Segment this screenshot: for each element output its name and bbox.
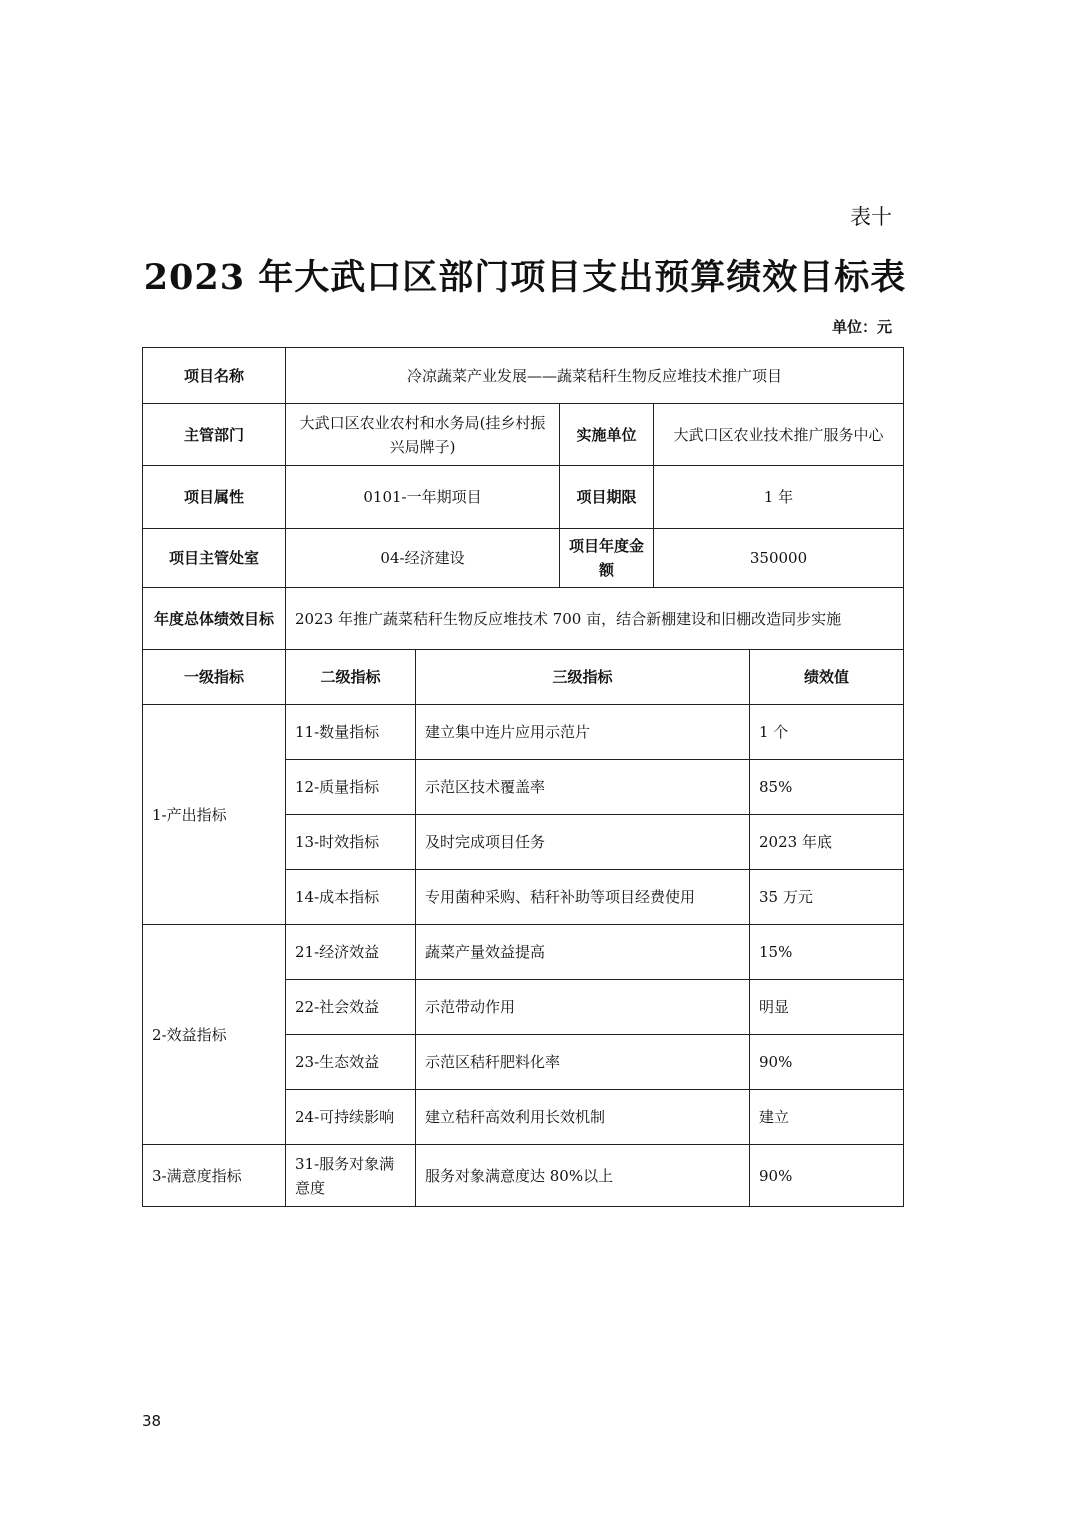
attribute-row <box>143 466 904 529</box>
level1-header: 一级指标 <box>143 650 286 705</box>
value-cell: 2023 年底 <box>750 815 904 870</box>
project-name-row <box>143 348 904 404</box>
project-name-value: 冷凉蔬菜产业发展——蔬菜秸秆生物反应堆技术推广项目 <box>286 348 904 404</box>
benefit-indicator-group: 2-效益指标 <box>143 925 286 1145</box>
annual-amount-value: 350000 <box>654 529 904 588</box>
value-cell: 90% <box>750 1145 904 1207</box>
level2-cell: 14-成本指标 <box>286 870 416 925</box>
level2-cell: 12-质量指标 <box>286 760 416 815</box>
level2-cell: 21-经济效益 <box>286 925 416 980</box>
table-row <box>143 705 904 760</box>
level2-cell: 24-可持续影响 <box>286 1090 416 1145</box>
project-attribute-value: 0101-一年期项目 <box>286 466 560 529</box>
value-cell: 1 个 <box>750 705 904 760</box>
overall-goal-value: 2023 年推广蔬菜秸秆生物反应堆技术 700 亩，结合新棚建设和旧棚改造同步实施 <box>286 588 904 650</box>
unit-label: 单位：元 <box>831 318 892 336</box>
level3-cell: 示范区秸秆肥料化率 <box>416 1035 750 1090</box>
level3-header: 三级指标 <box>416 650 750 705</box>
performance-target-table <box>142 347 904 1207</box>
overall-goal-label: 年度总体绩效目标 <box>143 588 286 650</box>
annual-amount-label: 项目年度金额 <box>560 529 654 588</box>
level3-cell: 及时完成项目任务 <box>416 815 750 870</box>
level2-header: 二级指标 <box>286 650 416 705</box>
level3-cell: 蔬菜产量效益提高 <box>416 925 750 980</box>
project-term-value: 1 年 <box>654 466 904 529</box>
managing-office-label: 项目主管处室 <box>143 529 286 588</box>
value-cell: 15% <box>750 925 904 980</box>
value-cell: 35 万元 <box>750 870 904 925</box>
department-value: 大武口区农业农村和水务局(挂乡村振兴局牌子) <box>286 404 560 466</box>
project-attribute-label: 项目属性 <box>143 466 286 529</box>
page-title: 2023 年大武口区部门项目支出预算绩效目标表 <box>143 257 907 298</box>
level2-cell: 31-服务对象满意度 <box>286 1145 416 1207</box>
satisfaction-indicator-group: 3-满意度指标 <box>143 1145 286 1207</box>
overall-goal-row <box>143 588 904 650</box>
level2-cell: 11-数量指标 <box>286 705 416 760</box>
indicator-header-row <box>143 650 904 705</box>
implementing-unit-label: 实施单位 <box>560 404 654 466</box>
value-cell: 90% <box>750 1035 904 1090</box>
value-header: 绩效值 <box>750 650 904 705</box>
table-row <box>143 1145 904 1207</box>
level2-cell: 23-生态效益 <box>286 1035 416 1090</box>
level3-cell: 示范带动作用 <box>416 980 750 1035</box>
level3-cell: 示范区技术覆盖率 <box>416 760 750 815</box>
page-number: 38 <box>142 1412 162 1430</box>
office-row <box>143 529 904 588</box>
department-label: 主管部门 <box>143 404 286 466</box>
table-number-label: 表十 <box>850 205 892 229</box>
table-row <box>143 925 904 980</box>
level2-cell: 22-社会效益 <box>286 980 416 1035</box>
level2-cell: 13-时效指标 <box>286 815 416 870</box>
level3-cell: 建立秸秆高效利用长效机制 <box>416 1090 750 1145</box>
level3-cell: 服务对象满意度达 80%以上 <box>416 1145 750 1207</box>
output-indicator-group: 1-产出指标 <box>143 705 286 925</box>
department-row <box>143 404 904 466</box>
implementing-unit-value: 大武口区农业技术推广服务中心 <box>654 404 904 466</box>
project-term-label: 项目期限 <box>560 466 654 529</box>
project-name-label: 项目名称 <box>143 348 286 404</box>
level3-cell: 专用菌种采购、秸秆补助等项目经费使用 <box>416 870 750 925</box>
level3-cell: 建立集中连片应用示范片 <box>416 705 750 760</box>
value-cell: 建立 <box>750 1090 904 1145</box>
managing-office-value: 04-经济建设 <box>286 529 560 588</box>
value-cell: 明显 <box>750 980 904 1035</box>
value-cell: 85% <box>750 760 904 815</box>
